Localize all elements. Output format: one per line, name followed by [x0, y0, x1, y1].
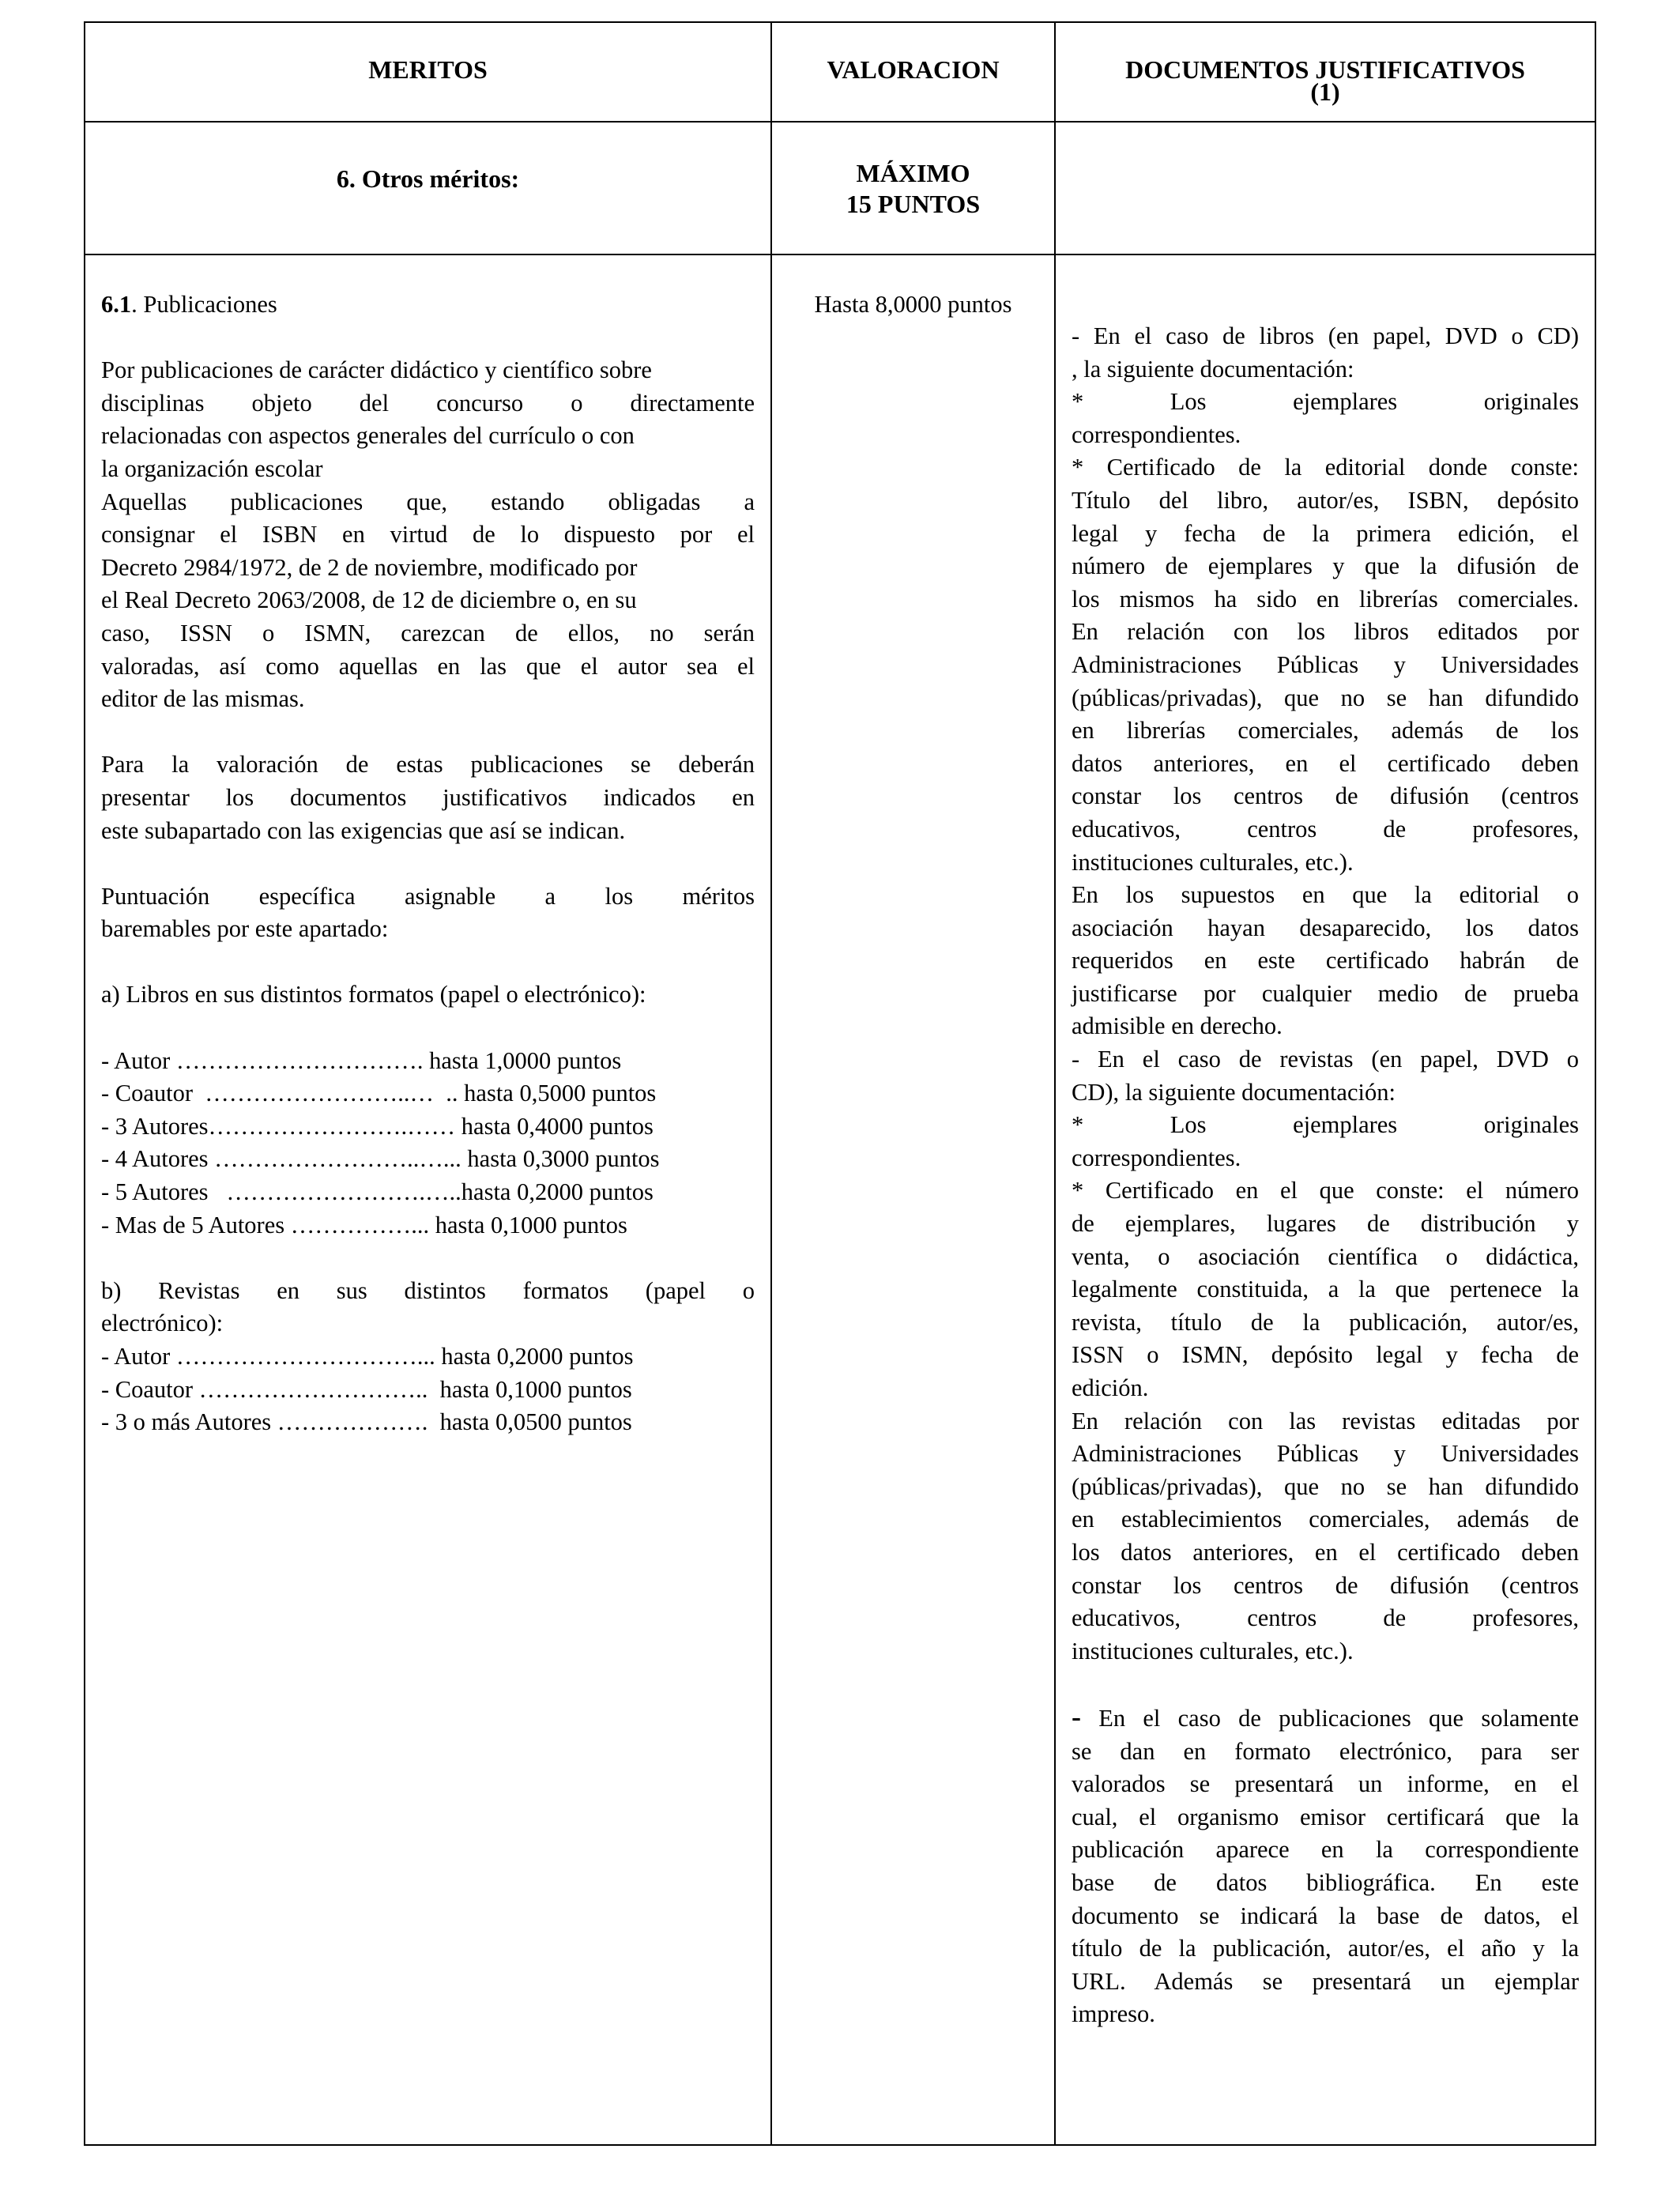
documentos-line: legal y fecha de la primera edición, el — [1072, 519, 1579, 547]
section-max-cell — [771, 122, 1055, 254]
meritos-line: a) Libros en sus distintos formatos (papel o electrónico): — [101, 981, 646, 1008]
section-max-points: 15 PUNTOS — [846, 190, 981, 218]
documentos-text — [1072, 320, 1579, 2031]
documentos-line: impreso. — [1072, 2000, 1155, 2028]
documentos-spacer — [1072, 1668, 1579, 1701]
meritos-line: editor de las mismas. — [101, 685, 305, 713]
meritos-line: - Autor …………………………. hasta 1,0000 puntos — [101, 1046, 622, 1074]
meritos-spacer — [101, 946, 755, 979]
meritos-text — [101, 322, 755, 1439]
subsection-title: . Publicaciones — [131, 291, 277, 318]
header-valoracion — [771, 22, 1055, 122]
documentos-line: justificarse por cualquier medio de prueba — [1072, 979, 1579, 1007]
documentos-line: edición. — [1072, 1374, 1149, 1401]
documentos-line: valorados se presentará un informe, en el — [1072, 1770, 1579, 1798]
documentos-line: - En el caso de libros (en papel, DVD o CD) — [1072, 322, 1579, 349]
meritos-line: - Coautor ……………………..… .. hasta 0,5000 puntos — [101, 1080, 657, 1107]
header-valoracion-label: VALORACION — [827, 55, 1000, 84]
meritos-line: Decreto 2984/1972, de 2 de noviembre, modificado por — [101, 553, 638, 581]
documentos-line: educativos, centros de profesores, — [1072, 1604, 1579, 1632]
documentos-line: CD), la siguiente documentación: — [1072, 1078, 1396, 1106]
documentos-line: título de la publicación, autor/es, el año y la — [1072, 1935, 1579, 1962]
meritos-line: relacionadas con aspectos generales del currículo o con — [101, 422, 635, 450]
subsection-heading — [101, 288, 755, 322]
meritos-line: - 5 Autores …………………….…..hasta 0,2000 puntos — [101, 1178, 654, 1206]
section-title: 6. Otros méritos: — [336, 164, 520, 193]
meritos-content-cell — [85, 254, 771, 2145]
documentos-line: Administraciones Públicas y Universidades — [1072, 1440, 1579, 1468]
documentos-line: * Certificado en el que conste: el número — [1072, 1177, 1579, 1204]
meritos-line: Para la valoración de estas publicaciones se deberán — [101, 751, 755, 778]
documentos-line: (públicas/privadas), que no se han difundido — [1072, 684, 1579, 711]
documentos-line: Título del libro, autor/es, ISBN, depósito — [1072, 486, 1579, 514]
section-row — [85, 122, 1595, 254]
documentos-line: En relación con los libros editados por — [1072, 618, 1579, 646]
header-documentos — [1055, 22, 1595, 122]
documentos-line: instituciones culturales, etc.). — [1072, 1637, 1354, 1664]
documentos-line: En relación con las revistas editadas por — [1072, 1407, 1579, 1434]
merits-table — [84, 21, 1596, 2146]
meritos-line: - Autor …………………………... hasta 0,2000 puntos — [101, 1343, 634, 1370]
meritos-spacer — [101, 1012, 755, 1045]
meritos-line: consignar el ISBN en virtud de lo dispuesto por el — [101, 521, 755, 548]
documentos-line: - En el caso de revistas (en papel, DVD o — [1072, 1046, 1579, 1073]
documentos-line: venta, o asociación científica o didáctica, — [1072, 1242, 1579, 1270]
documentos-line: * Los ejemplares originales — [1072, 388, 1579, 416]
documentos-line: legalmente constituida, a la que pertenece la — [1072, 1276, 1579, 1303]
valoracion-content-cell — [771, 254, 1055, 2145]
meritos-line: - 4 Autores ……………………..…... hasta 0,3000 puntos — [101, 1145, 660, 1173]
documentos-line: * Certificado de la editorial donde conste: — [1072, 454, 1579, 481]
header-meritos — [85, 22, 771, 122]
meritos-line: este subapartado con las exigencias que así se indican. — [101, 816, 626, 844]
documentos-content-cell — [1055, 254, 1595, 2145]
documentos-line: cual, el organismo emisor certificará que la — [1072, 1803, 1579, 1830]
header-documentos-note: (1) — [1310, 77, 1340, 106]
section-empty-cell — [1055, 122, 1595, 254]
documentos-lead-dash: - — [1072, 1700, 1081, 1732]
documentos-line: requeridos en este certificado habrán de — [1072, 947, 1579, 974]
documentos-line: admisible en derecho. — [1072, 1012, 1283, 1040]
header-meritos-label: MERITOS — [368, 55, 488, 84]
documentos-line: los mismos ha sido en librerías comerciales. — [1072, 585, 1579, 613]
section-max-label: MÁXIMO — [856, 159, 970, 187]
meritos-line: Por publicaciones de carácter didáctico y científico sobre — [101, 356, 652, 384]
meritos-line: la organización escolar — [101, 454, 323, 482]
content-row — [85, 254, 1595, 2145]
documentos-line: constar los centros de difusión (centros — [1072, 782, 1579, 810]
documentos-line: (públicas/privadas), que no se han difundido — [1072, 1472, 1579, 1500]
header-documentos-label: DOCUMENTOS JUSTIFICATIVOS — [1125, 55, 1525, 84]
table-header-row — [85, 22, 1595, 122]
subsection-number: 6.1 — [101, 291, 132, 318]
documentos-line: se dan en formato electrónico, para ser — [1072, 1737, 1579, 1765]
meritos-line: - Coautor ……………………….. hasta 0,1000 puntos — [101, 1375, 632, 1403]
documentos-line: asociación hayan desaparecido, los datos — [1072, 914, 1579, 941]
documentos-line: los datos anteriores, en el certificado deben — [1072, 1538, 1579, 1566]
documentos-line: , la siguiente documentación: — [1072, 355, 1354, 383]
documentos-line: educativos, centros de profesores, — [1072, 815, 1579, 843]
documentos-line: revista, título de la publicación, autor/es, — [1072, 1308, 1579, 1336]
meritos-line: - Mas de 5 Autores ……………... hasta 0,1000 puntos — [101, 1211, 627, 1238]
documentos-line: correspondientes. — [1072, 420, 1241, 448]
documentos-line: En los supuestos en que la editorial o — [1072, 881, 1579, 909]
meritos-line: presentar los documentos justificativos indicados en — [101, 783, 755, 811]
documentos-line: instituciones culturales, etc.). — [1072, 848, 1354, 876]
documentos-line: datos anteriores, en el certificado deben — [1072, 749, 1579, 777]
meritos-line: disciplinas objeto del concurso o directamente — [101, 389, 755, 417]
documentos-line: documento se indicará la base de datos, el — [1072, 1902, 1579, 1929]
documentos-line: de ejemplares, lugares de distribución y — [1072, 1210, 1579, 1238]
documentos-line: * Los ejemplares originales — [1072, 1111, 1579, 1139]
documentos-line: número de ejemplares y que la difusión de — [1072, 552, 1579, 580]
documentos-line: Administraciones Públicas y Universidades — [1072, 650, 1579, 678]
section-title-cell — [85, 122, 771, 254]
meritos-spacer — [101, 322, 755, 355]
meritos-line: valoradas, así como aquellas en las que el autor sea el — [101, 652, 755, 680]
meritos-line: - 3 Autores…………………….…… hasta 0,4000 puntos — [101, 1112, 654, 1140]
meritos-line: baremables por este apartado: — [101, 915, 389, 943]
meritos-spacer — [101, 1242, 755, 1275]
documentos-line: ISSN o ISMN, depósito legal y fecha de — [1072, 1341, 1579, 1369]
meritos-line: caso, ISSN o ISMN, carezcan de ellos, no serán — [101, 619, 755, 647]
documentos-line: - En el caso de publicaciones que solamente — [1072, 1700, 1579, 1732]
meritos-line: - 3 o más Autores ………………. hasta 0,0500 puntos — [101, 1408, 632, 1436]
documentos-line: en librerías comerciales, además de los — [1072, 717, 1579, 745]
documentos-line: constar los centros de difusión (centros — [1072, 1571, 1579, 1599]
meritos-spacer — [101, 716, 755, 749]
meritos-line: electrónico): — [101, 1310, 224, 1337]
documentos-line: base de datos bibliográfica. En este — [1072, 1868, 1579, 1896]
documentos-line: en establecimientos comerciales, además de — [1072, 1506, 1579, 1533]
meritos-line: Aquellas publicaciones que, estando obligadas a — [101, 488, 755, 515]
valoracion-text: Hasta 8,0000 puntos — [814, 291, 1012, 318]
meritos-line: el Real Decreto 2063/2008, de 12 de diciembre o, en su — [101, 586, 637, 614]
meritos-spacer — [101, 847, 755, 880]
documentos-line: URL. Además se presentará un ejemplar — [1072, 1967, 1579, 1995]
meritos-line: b) Revistas en sus distintos formatos (papel o — [101, 1276, 755, 1304]
documentos-line: publicación aparece en la correspondiente — [1072, 1836, 1579, 1864]
documentos-line: correspondientes. — [1072, 1144, 1241, 1171]
meritos-line: Puntuación específica asignable a los méritos — [101, 882, 755, 910]
